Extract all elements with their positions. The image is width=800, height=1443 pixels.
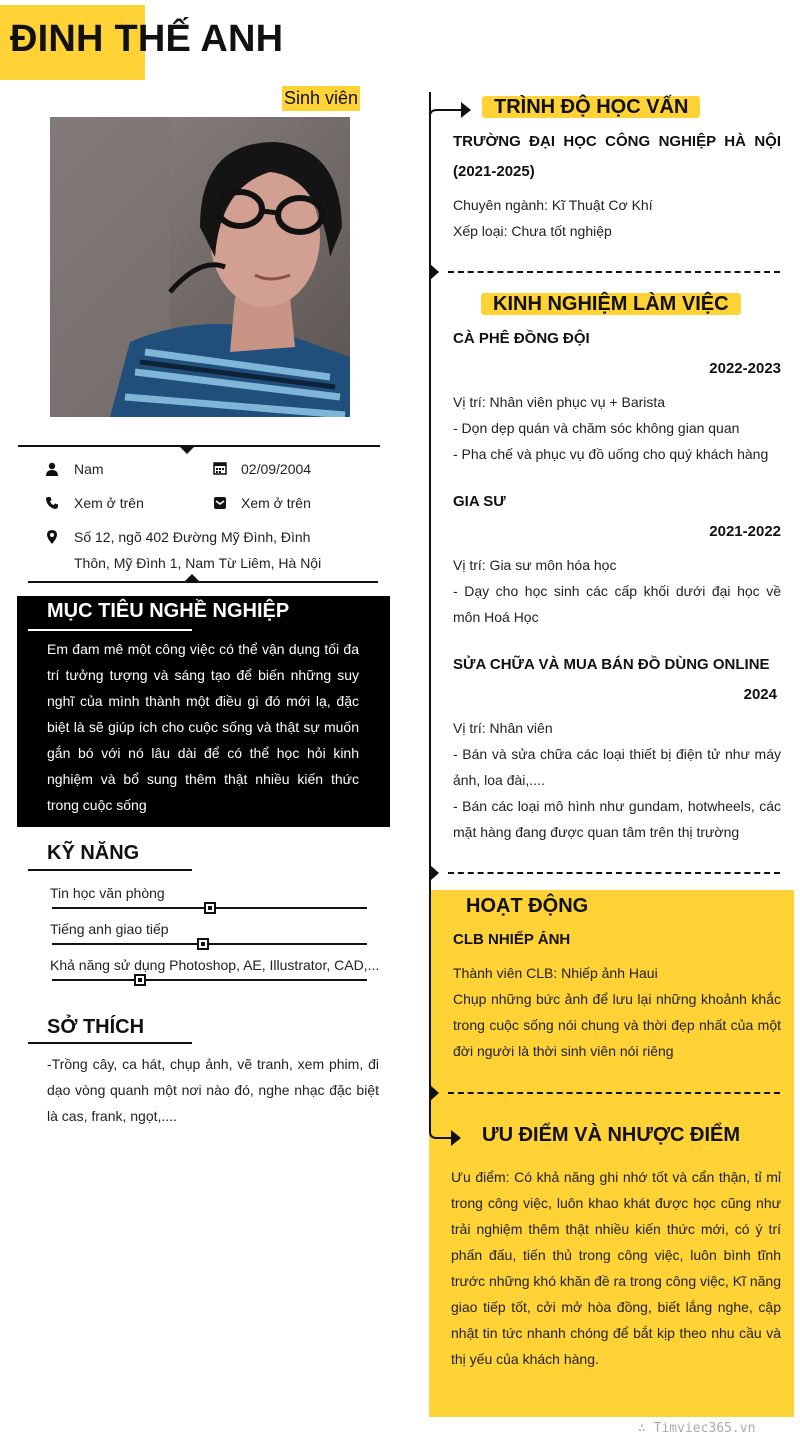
job-position: Vị trí: Gia sư môn hóa học (453, 557, 617, 573)
objective-underline (28, 629, 192, 631)
job-company: GIA SƯ (453, 493, 506, 510)
email-icon (213, 496, 227, 510)
skill-level-knob (134, 974, 146, 986)
skill-level-knob (204, 902, 216, 914)
activities-title: HOẠT ĐỘNG (466, 895, 589, 917)
job-period: 2022-2023 (709, 360, 781, 377)
club-member: Thành viên CLB: Nhiếp ảnh Haui (453, 965, 658, 981)
location-icon (46, 530, 58, 544)
hobbies-underline (28, 1042, 192, 1044)
phone-value: Xem ở trên (74, 495, 144, 511)
strengths-title: ƯU ĐIỂM VÀ NHƯỢC ĐIỂM (482, 1124, 741, 1146)
candidate-role: Sinh viên (282, 86, 360, 111)
strengths-text: Ưu điểm: Có khả năng ghi nhớ tốt và cẩn thận, tỉ mỉ trong công việc, luôn khao khát được học cũng như trải nghiệm thêm thật nhiều kiến thức mới, có ý trí phấn đấu, tiến thủ trong công việc, luôn bình tĩnh trước những khó khăn đề ra trong công việc, Kĩ năng giao tiếp tốt, cởi mở hòa đồng, biết lắng nghe, cập nhật tin tức nhanh chóng để bắt kịp theo nhu cầu và thị yếu của khách hàng. (451, 1169, 781, 1367)
activities-text: Chụp những bức ảnh để lưu lại những khoảnh khắc trong cuộc sống nói chung và thời đẹp nhất của một đời người là thời sinh viên nói riêng (453, 991, 781, 1059)
job-period: 2024 (743, 686, 777, 703)
divider-marker (179, 446, 195, 454)
watermark: ∴ Timviec365.vn (638, 1421, 756, 1436)
hobbies-title: SỞ THÍCH (47, 1016, 145, 1038)
job-company: CÀ PHÊ ĐỒNG ĐỘI (453, 330, 590, 347)
divider-top (18, 445, 380, 447)
skill-name: Tin học văn phòng (50, 885, 165, 901)
education-title: TRÌNH ĐỘ HỌC VẤN (482, 96, 700, 119)
major: Chuyên ngành: Kĩ Thuật Cơ Khí (453, 197, 653, 213)
job-position: Vị trí: Nhân viên phục vụ + Barista (453, 394, 666, 410)
section-divider (448, 271, 780, 273)
arrow-right-icon (429, 98, 473, 124)
skill-name: Tiếng anh giao tiếp (50, 921, 169, 937)
candidate-name: ĐINH THẾ ANH (10, 18, 284, 60)
skill-bar (52, 979, 367, 981)
timeline-marker (430, 865, 439, 881)
job-detail: - Pha chế và phục vụ đồ uống cho quý khách hàng (453, 446, 769, 462)
school-name: TRƯỜNG ĐẠI HỌC CÔNG NGHIỆP HÀ NỘI (453, 133, 781, 150)
skills-underline (28, 869, 192, 871)
job-detail: - Dọn dẹp quán và chăm sóc không gian quan (453, 420, 740, 436)
skill-name: Khả năng sử dụng Photoshop, AE, Illustrator, CAD,... (50, 957, 380, 973)
objective-title: MỤC TIÊU NGHỀ NGHIỆP (47, 600, 290, 622)
experience-title: KINH NGHIỆM LÀM VIỆC (481, 293, 741, 316)
section-divider (448, 1092, 780, 1094)
user-icon (45, 462, 59, 476)
phone-icon (45, 496, 59, 510)
timeline-line (429, 92, 431, 1132)
hobbies-text: -Trồng cây, ca hát, chụp ảnh, vẽ tranh, xem phim, đi dạo vòng quanh một nơi nào đó, nghe nhạc đặc biệt là cas, frank, ngọt,.... (47, 1056, 379, 1124)
timeline-marker (430, 264, 439, 280)
address-line-1: Số 12, ngõ 402 Đường Mỹ Đình, Đình (74, 529, 311, 545)
job-position: Vị trí: Nhân viên (453, 720, 553, 736)
calendar-icon (213, 461, 227, 475)
skills-title: KỸ NĂNG (47, 842, 140, 864)
gender-value: Nam (74, 461, 104, 477)
section-divider (448, 872, 780, 874)
job-detail: - Dạy cho học sinh các cấp khối dưới đại học về môn Hoá Học (453, 583, 781, 625)
skill-bar (52, 943, 367, 945)
job-period: 2021-2022 (709, 523, 781, 540)
arrow-right-icon (429, 1120, 463, 1150)
school-years: (2021-2025) (453, 163, 535, 180)
divider-marker (184, 574, 200, 582)
birthday-value: 02/09/2004 (241, 461, 312, 477)
job-company: SỬA CHỮA VÀ MUA BÁN ĐỒ DÙNG ONLINE (453, 656, 770, 673)
job-detail: - Bán và sửa chữa các loại thiết bị điện tử như máy ảnh, loa đài,.... (453, 746, 781, 788)
email-value: Xem ở trên (241, 495, 311, 511)
address-line-2: Thôn, Mỹ Đình 1, Nam Từ Liêm, Hà Nội (74, 555, 322, 571)
profile-photo (50, 117, 350, 417)
club-name: CLB NHIẾP ẢNH (453, 931, 571, 948)
job-detail: - Bán các loại mô hình như gundam, hotwheels, các mặt hàng đang được quan tâm trên thị trường (453, 798, 781, 840)
skill-level-knob (197, 938, 209, 950)
grade: Xếp loại: Chưa tốt nghiệp (453, 223, 612, 239)
objective-text: Em đam mê một công việc có thể vận dụng tối đa trí tưởng tượng và sáng tạo để biến những suy nghĩ của mình thành một điều gì đó mới lạ, đặc biệt là sẽ giúp ích cho cuộc sống và thật sự muốn gắn bó với nó lâu dài để có thể học hỏi kinh nghiệm và bổ sung thêm thật nhiều kiến thức trong cuộc sống (47, 641, 359, 813)
timeline-marker (430, 1085, 439, 1101)
divider-bottom (28, 581, 378, 583)
